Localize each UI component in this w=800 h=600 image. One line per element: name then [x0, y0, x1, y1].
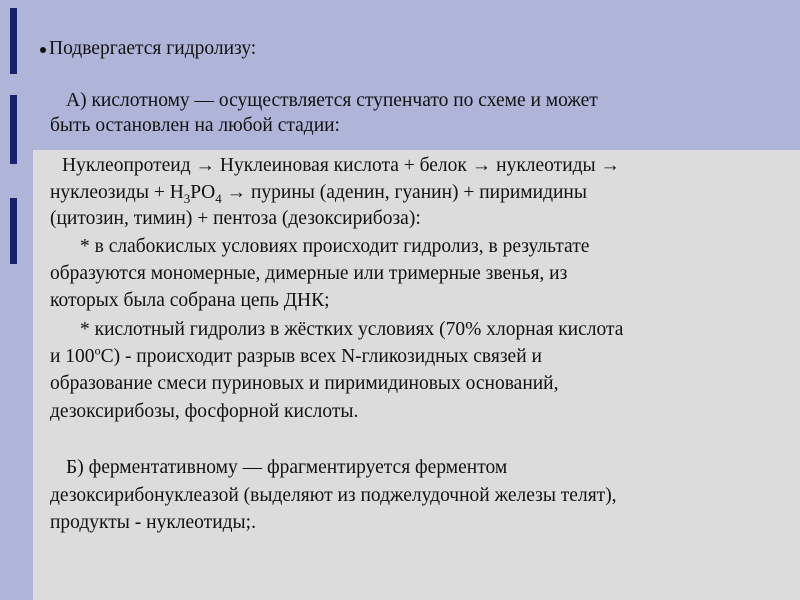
- scheme-line-3: (цитозин, тимин) + пентоза (дезоксирибоза):: [50, 208, 421, 229]
- enzyme-line-3: продукты - нуклеотиды;.: [50, 512, 256, 533]
- strong-line-4: дезоксирибозы, фосфорной кислоты.: [50, 401, 359, 422]
- strong-line-2: и $100^оС$) - происходит разрыв всех N-гликозидных связей и: [50, 343, 542, 367]
- heading: Подвергается гидролизу:: [40, 37, 256, 61]
- left-strip: [0, 0, 33, 600]
- weak-line-1: * в слабокислых условиях происходит гидролиз, в результате: [80, 236, 590, 257]
- bullet-icon: [40, 47, 46, 53]
- enzyme-line-1: Б) ферментативному — фрагментируется ферментом: [66, 457, 508, 478]
- enzyme-line-2: дезоксирибонуклеазой (выделяют из поджелудочной железы телят),: [50, 485, 617, 506]
- decor-bar: [10, 95, 17, 164]
- acid-line-2: быть остановлен на любой стадии:: [50, 115, 340, 136]
- weak-line-2: образуются мономерные, димерные или тримерные звенья, из: [50, 263, 568, 284]
- weak-line-3: которых была собрана цепь ДНК;: [50, 290, 330, 311]
- decor-bar: [10, 198, 17, 264]
- acid-line-1: А) кислотному — осуществляется ступенчато по схеме и может: [66, 90, 598, 111]
- scheme-line-1: Нуклеопротеид → Нуклеиновая кислота + белок → нуклеотиды →: [62, 155, 621, 176]
- scheme-line-2: нуклеозиды + $H_3PO_4$ → пурины (аденин, гуанин) + пиримидины: [50, 182, 587, 206]
- strong-line-1: * кислотный гидролиз в жёстких условиях (70% хлорная кислота: [80, 319, 624, 340]
- strong-line-3: образование смеси пуриновых и пиримидиновых оснований,: [50, 373, 559, 394]
- decor-bar: [10, 8, 17, 74]
